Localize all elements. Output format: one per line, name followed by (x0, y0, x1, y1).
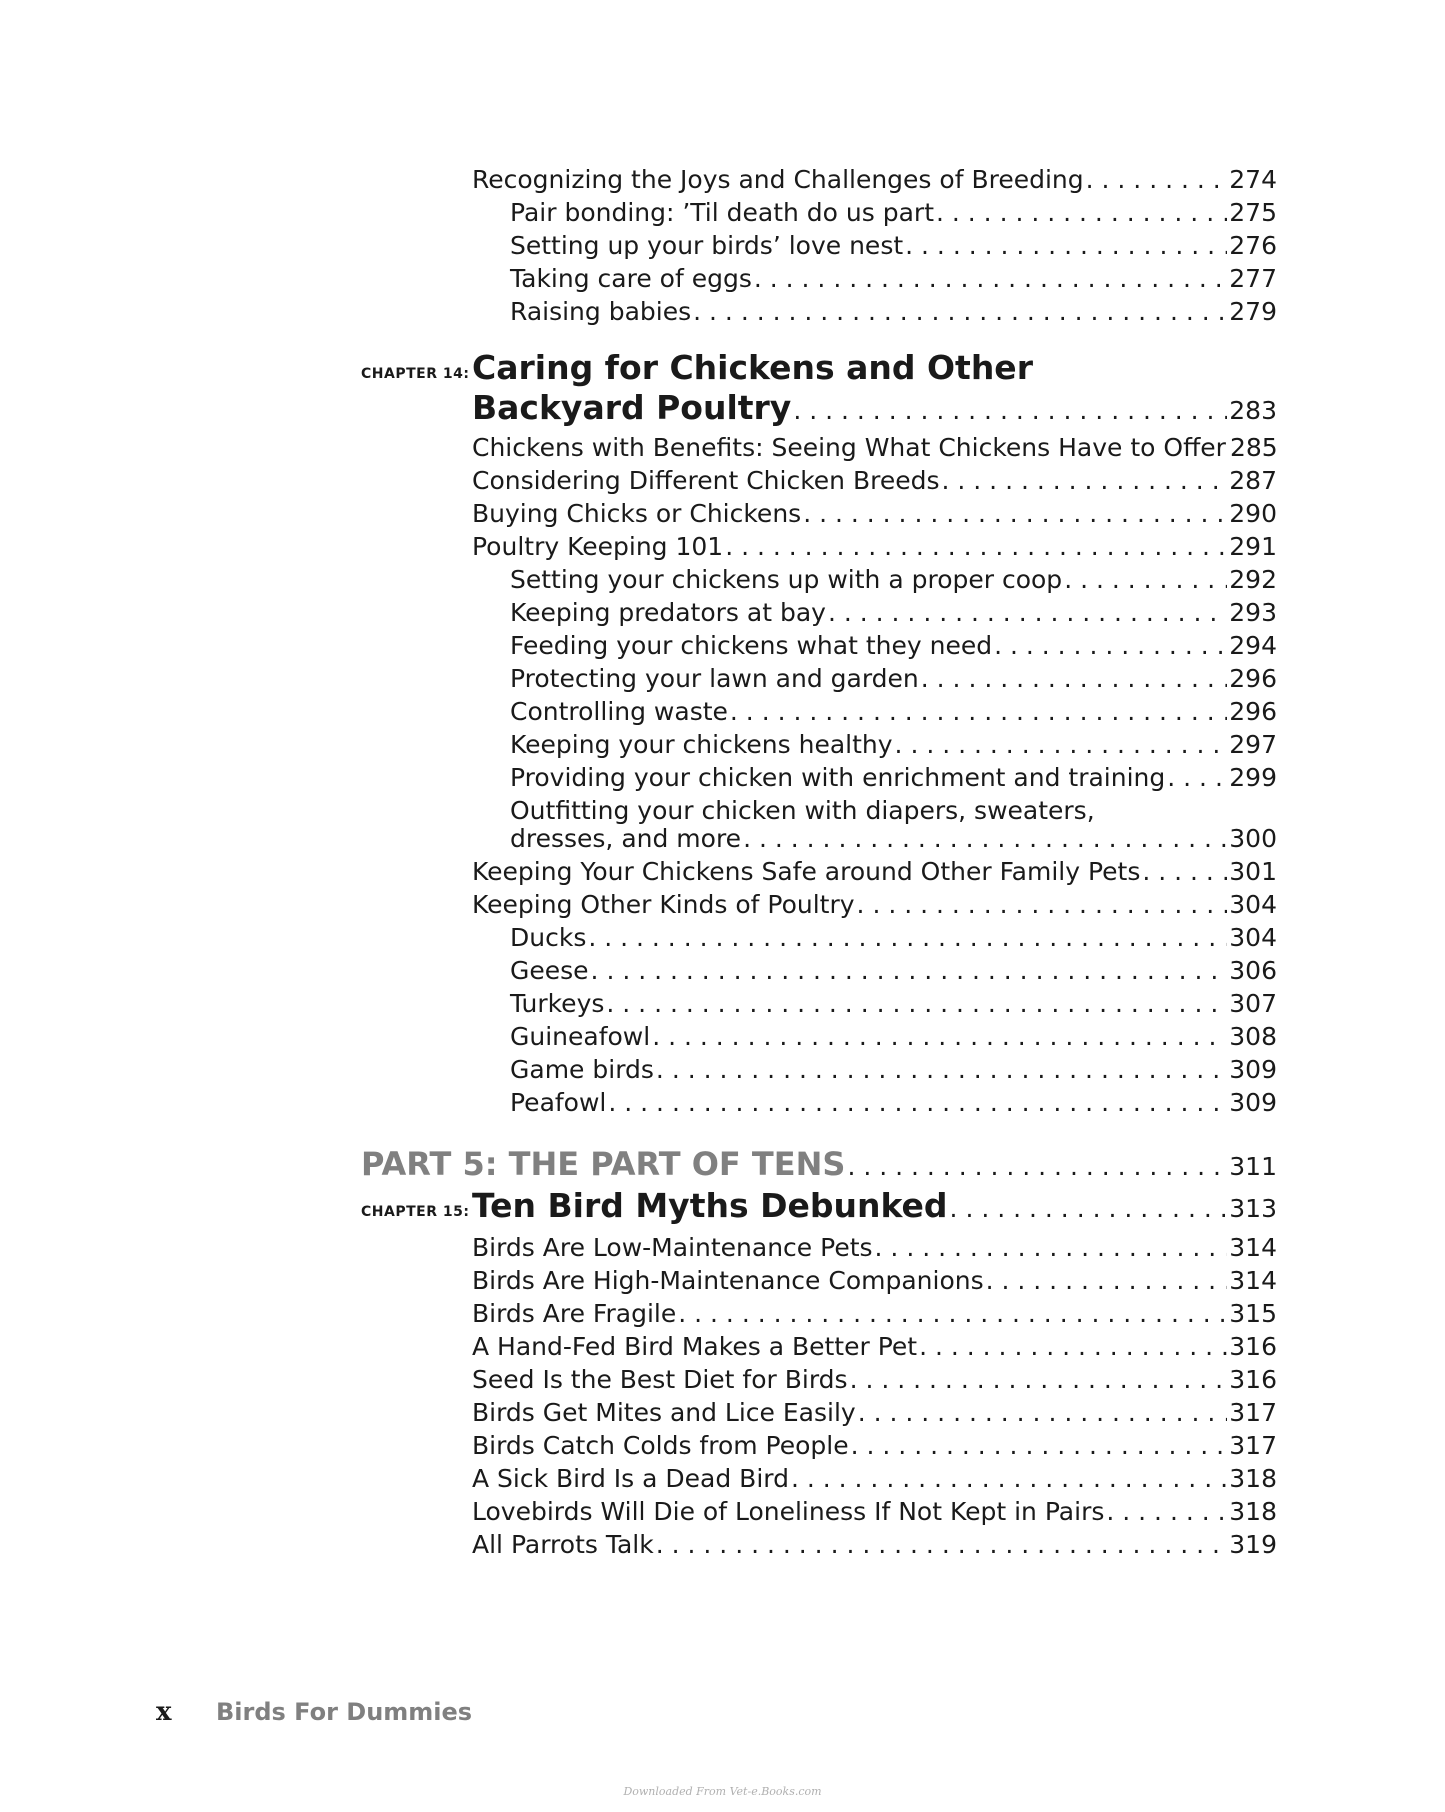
toc-page-number: 293 (1229, 598, 1277, 627)
toc-page-number: 314 (1229, 1233, 1277, 1262)
chapter-entry[interactable] (472, 388, 1277, 431)
toc-entry-label: Controlling waste (510, 697, 728, 726)
toc-entry-label: Keeping Other Kinds of Poultry (472, 890, 855, 919)
toc-entry-label: Recognizing the Joys and Challenges of Breeding (472, 165, 1084, 194)
leader-dots (608, 1088, 1227, 1118)
chapter-title[interactable]: Caring for Chickens and Other (472, 348, 1033, 387)
toc-entry[interactable] (510, 231, 1277, 261)
toc-entry[interactable] (510, 697, 1277, 727)
toc-page-number: 307 (1229, 989, 1277, 1018)
toc-entry[interactable] (472, 1299, 1277, 1329)
leader-dots (1167, 763, 1227, 793)
toc-page-number: 306 (1229, 956, 1277, 985)
toc-entry-label: Raising babies (510, 297, 692, 326)
toc-entry[interactable] (472, 1233, 1277, 1263)
leader-dots (850, 1365, 1228, 1395)
toc-entry[interactable] (510, 989, 1277, 1019)
leader-dots (1064, 565, 1227, 595)
toc-page-number: 318 (1229, 1497, 1277, 1526)
toc-page-number: 296 (1229, 697, 1277, 726)
toc-page-number: 287 (1229, 466, 1277, 495)
chapter-tag: CHAPTER 15: (361, 1204, 470, 1220)
leader-dots (1106, 1497, 1227, 1527)
leader-dots (656, 1055, 1227, 1085)
toc-page-number: 301 (1229, 857, 1277, 886)
leader-dots (725, 532, 1227, 562)
leader-dots (858, 1398, 1228, 1428)
toc-entry-label: Considering Different Chicken Breeds (472, 466, 940, 495)
toc-entry[interactable] (510, 1022, 1277, 1052)
toc-entry[interactable] (510, 598, 1277, 628)
toc-entry-label: Keeping your chickens healthy (510, 730, 893, 759)
toc-entry-label: Buying Chicks or Chickens (472, 499, 802, 528)
leader-dots (588, 923, 1227, 953)
toc-entry[interactable] (472, 499, 1277, 529)
leader-dots (921, 664, 1228, 694)
toc-entry-label: Birds Catch Colds from People (472, 1431, 849, 1460)
leader-dots (793, 391, 1227, 431)
toc-page-number: 309 (1229, 1088, 1277, 1117)
chapter-tag: CHAPTER 14: (361, 366, 470, 382)
toc-page-number: 274 (1229, 165, 1277, 194)
toc-entry[interactable] (472, 1530, 1277, 1560)
toc-entry[interactable] (472, 1332, 1277, 1362)
toc-page-number: 285 (1229, 433, 1278, 462)
toc-entry[interactable] (510, 824, 1277, 854)
leader-dots (693, 297, 1227, 327)
leader-dots (919, 1332, 1227, 1362)
toc-entry[interactable] (472, 466, 1277, 496)
toc-entry-label: Guineafowl (510, 1022, 651, 1051)
toc-entry[interactable] (510, 1055, 1277, 1085)
toc-entry-label: Keeping predators at bay (510, 598, 826, 627)
toc-page-number: 291 (1229, 532, 1277, 561)
leader-dots (986, 1266, 1228, 1296)
toc-page-number: 315 (1229, 1299, 1277, 1328)
leader-dots (652, 1022, 1227, 1052)
toc-entry-label: Ducks (510, 923, 587, 952)
toc-entry[interactable] (472, 1464, 1277, 1494)
toc-page-number: 299 (1229, 763, 1277, 792)
toc-page-number: 319 (1229, 1530, 1277, 1559)
toc-entry-label: Peafowl (510, 1088, 607, 1117)
leader-dots (1086, 165, 1228, 195)
leader-dots (851, 1431, 1228, 1461)
toc-entry[interactable] (472, 1365, 1277, 1395)
toc-page-number: 317 (1229, 1398, 1277, 1427)
leader-dots (936, 198, 1227, 228)
toc-entry-label: Geese (510, 956, 589, 985)
toc-page-number: 277 (1229, 264, 1277, 293)
toc-entry[interactable] (510, 631, 1277, 661)
toc-entry[interactable] (510, 297, 1277, 327)
toc-page-number: 290 (1229, 499, 1277, 528)
watermark: Downloaded From Vet-e.Books.com (623, 1785, 822, 1798)
toc-entry-label: Protecting your lawn and garden (510, 664, 919, 693)
toc-page-number: 297 (1229, 730, 1277, 759)
leader-dots (678, 1299, 1227, 1329)
leader-dots (828, 598, 1227, 628)
toc-entry-label: Seed Is the Best Diet for Birds (472, 1365, 848, 1394)
leader-dots (743, 824, 1227, 854)
toc-entry[interactable] (472, 1398, 1277, 1428)
toc-entry-label: Lovebirds Will Die of Loneliness If Not Kept in Pairs (472, 1497, 1105, 1526)
toc-entry[interactable] (472, 1266, 1277, 1296)
toc-entry[interactable] (510, 763, 1277, 793)
leader-dots (942, 466, 1228, 496)
part-title: PART 5: THE PART OF TENS (361, 1145, 846, 1183)
toc-entry[interactable] (510, 198, 1277, 228)
toc-entry[interactable] (472, 1431, 1277, 1461)
toc-page-number: 309 (1229, 1055, 1277, 1084)
toc-entry-label: Feeding your chickens what they need (510, 631, 993, 660)
toc-page-number: 316 (1229, 1365, 1277, 1394)
toc-entry-label: All Parrots Talk (472, 1530, 654, 1559)
toc-entry-label: Keeping Your Chickens Safe around Other Family Pets (472, 857, 1141, 886)
leader-dots (905, 231, 1227, 261)
running-footer-title: Birds For Dummies (216, 1698, 473, 1726)
toc-entry[interactable] (472, 532, 1277, 562)
toc-page-number: 300 (1229, 824, 1277, 853)
leader-dots (895, 730, 1228, 760)
toc-entry[interactable] (472, 433, 1277, 463)
toc-page-number: 308 (1229, 1022, 1277, 1051)
toc-entry-label: Setting up your birds’ love nest (510, 231, 904, 260)
toc-page-number: 304 (1229, 923, 1277, 952)
toc-entry-label: Birds Get Mites and Lice Easily (472, 1398, 856, 1427)
leader-dots (754, 264, 1227, 294)
toc-page-number: 318 (1229, 1464, 1277, 1493)
toc-entry-label: Providing your chicken with enrichment and training (510, 763, 1166, 792)
toc-entry-label: Pair bonding: ’Til death do us part (510, 198, 934, 227)
toc-entry[interactable] (510, 923, 1277, 953)
toc-entry-label-line1[interactable]: Outfitting your chicken with diapers, sweaters, (510, 796, 1095, 825)
toc-entry[interactable] (472, 165, 1277, 195)
toc-page-number: 276 (1229, 231, 1277, 260)
leader-dots (791, 1464, 1227, 1494)
toc-entry-label: A Hand-Fed Bird Makes a Better Pet (472, 1332, 918, 1361)
toc-entry-label: Birds Are High-Maintenance Companions (472, 1266, 984, 1295)
chapter-title: Ten Bird Myths Debunked (472, 1186, 948, 1225)
part-entry[interactable] (361, 1145, 1277, 1186)
leader-dots (857, 890, 1228, 920)
toc-entry-label: Birds Are Low-Maintenance Pets (472, 1233, 873, 1262)
leader-dots (656, 1530, 1228, 1560)
leader-dots (606, 989, 1227, 1019)
leader-dots (591, 956, 1228, 986)
toc-entry[interactable] (510, 264, 1277, 294)
toc-page-number: 317 (1229, 1431, 1277, 1460)
leader-dots (803, 499, 1227, 529)
toc-page-number: 304 (1229, 890, 1277, 919)
toc-entry-label: Game birds (510, 1055, 654, 1084)
toc-entry[interactable] (510, 1088, 1277, 1118)
toc-entry-label: Chickens with Benefits: Seeing What Chickens Have to Offer (472, 433, 1226, 462)
toc-page-number: 296 (1229, 664, 1277, 693)
toc-page-number: 311 (1229, 1152, 1277, 1181)
toc-entry-label-line2: dresses, and more (510, 824, 742, 853)
toc-entry[interactable] (510, 956, 1277, 986)
page-numeral: x (156, 1697, 172, 1727)
toc-page-number: 294 (1229, 631, 1277, 660)
leader-dots (1142, 857, 1227, 887)
toc-entry[interactable] (472, 857, 1277, 887)
leader-dots (847, 1148, 1227, 1186)
toc-page-number: 275 (1229, 198, 1277, 227)
toc-entry[interactable] (510, 565, 1277, 595)
leader-dots (875, 1233, 1228, 1263)
toc-entry-label: Poultry Keeping 101 (472, 532, 724, 561)
toc-page-number: 279 (1229, 297, 1277, 326)
toc-entry[interactable] (472, 1497, 1277, 1527)
chapter-title-line2: Backyard Poultry (472, 388, 792, 427)
toc-entry[interactable] (510, 730, 1277, 760)
toc-entry-label: Turkeys (510, 989, 605, 1018)
toc-entry[interactable] (510, 664, 1277, 694)
toc-page-number: 292 (1229, 565, 1277, 594)
leader-dots (994, 631, 1227, 661)
toc-entry-label: Taking care of eggs (510, 264, 752, 293)
toc-entry-label: Setting your chickens up with a proper coop (510, 565, 1063, 594)
toc-page-number: 316 (1229, 1332, 1277, 1361)
chapter-entry[interactable] (472, 1186, 1277, 1229)
toc-entry-label: A Sick Bird Is a Dead Bird (472, 1464, 789, 1493)
toc-page-number: 313 (1229, 1194, 1277, 1223)
leader-dots (730, 697, 1227, 727)
leader-dots (950, 1189, 1228, 1229)
toc-page-number: 283 (1229, 396, 1277, 425)
toc-page-number: 314 (1229, 1266, 1277, 1295)
toc-entry[interactable] (472, 890, 1277, 920)
toc-entry-label: Birds Are Fragile (472, 1299, 677, 1328)
